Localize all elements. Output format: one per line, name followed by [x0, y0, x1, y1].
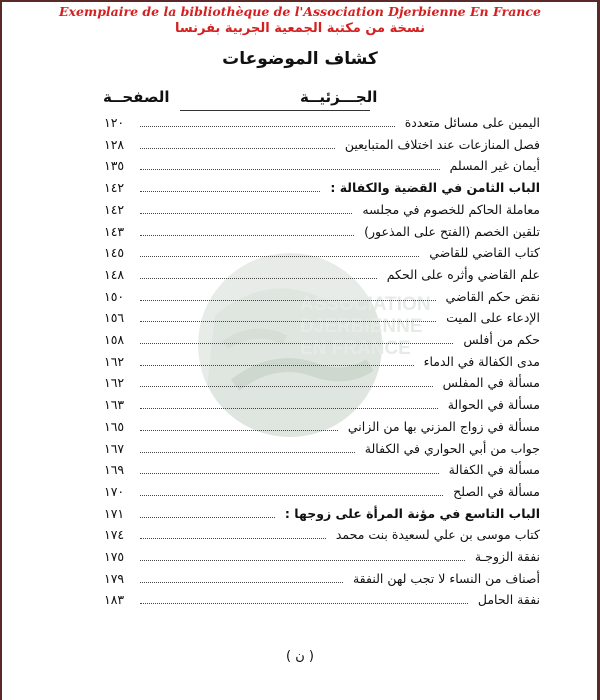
toc-leader-dots [140, 191, 320, 192]
toc-entry-page: ١٤٢ [104, 180, 125, 196]
toc-entry [100, 354, 540, 374]
toc-entry-title: نقض حكم القاضي [445, 288, 540, 304]
page-border-top [0, 0, 600, 2]
toc-entry-page: ١٦٢ [104, 375, 125, 391]
toc-entry [100, 115, 540, 135]
watermark-line-1: ASSOCIATION [300, 294, 431, 315]
toc-entry-page: ١٤٥ [104, 245, 125, 261]
toc-leader-dots [140, 473, 439, 474]
toc-leader-dots [140, 386, 433, 387]
toc-leader-dots [140, 343, 453, 344]
toc-leader-dots [140, 235, 354, 236]
toc-entry [100, 202, 540, 222]
column-header-underline [180, 110, 370, 111]
toc-entry-page: ١٥٨ [104, 332, 125, 347]
page-number-footer: ( ن ) [286, 649, 314, 664]
toc-entry-page: ١٧٩ [104, 570, 125, 586]
toc-entry-title: علم القاضي وأثره على الحكم [386, 266, 540, 282]
toc-entry [100, 506, 540, 526]
watermark-line-3: EN FRANCE [300, 338, 411, 359]
toc-entry-page: ١٤٢ [104, 201, 125, 217]
toc-leader-dots [140, 169, 440, 170]
toc-leader-dots [140, 278, 377, 279]
toc-entry [100, 224, 540, 244]
toc-leader-dots [140, 126, 395, 127]
column-header-page: الصفحــة [103, 88, 170, 106]
toc-entry-page: ١٧١ [104, 505, 125, 521]
toc-entry-page: ١٥٦ [104, 310, 125, 326]
toc-entry [100, 397, 540, 417]
toc-entry-title: معاملة الحاكم للخصوم في مجلسه [362, 201, 540, 217]
toc-entry-title: مسألة في الصلح [453, 483, 540, 499]
toc-leader-dots [140, 300, 436, 301]
toc-leader-dots [140, 560, 465, 561]
toc-entry [100, 592, 540, 612]
toc-entry-title: الباب التاسع في مؤنة المرأة على زوجها : [284, 505, 540, 521]
library-stamp-french: Exemplaire de la bibliothèque de l'Association Djerbienne En France [59, 4, 541, 19]
toc-entry [100, 375, 540, 395]
toc-leader-dots [140, 603, 468, 604]
toc-entry [100, 137, 540, 157]
toc-entry-title: نفقة الحامل [477, 592, 540, 608]
toc-entry [100, 549, 540, 569]
toc-leader-dots [140, 452, 355, 453]
toc-entry-page: ١٦٩ [104, 462, 125, 478]
toc-entry-page: ١٦٣ [104, 397, 125, 413]
toc-leader-dots [140, 408, 438, 409]
toc-leader-dots [140, 365, 414, 366]
toc-leader-dots [140, 582, 343, 583]
toc-entry-page: ١٤٨ [104, 266, 125, 282]
toc-entry-page: ١٧٤ [104, 527, 125, 543]
toc-entry-title: مسألة في المفلس [442, 375, 540, 391]
toc-entry-title: كتاب القاضي للقاضي [429, 245, 540, 261]
toc-leader-dots [140, 148, 335, 149]
toc-entry-page: ١٢٨ [104, 136, 125, 152]
toc-entry-title: حكم من أفلس [463, 332, 540, 347]
toc-leader-dots [140, 495, 443, 496]
toc-entry-title: مسألة في زواج المزني بها من الزاني [347, 418, 540, 434]
watermark-line-2: DJERBIENNE [300, 316, 423, 337]
toc-leader-dots [140, 538, 326, 539]
toc-entry [100, 289, 540, 309]
toc-leader-dots [140, 321, 436, 322]
toc-entry-page: ١٧٠ [104, 483, 125, 499]
toc-entry-title: الباب الثامن في القضية والكفالة : [330, 180, 540, 196]
toc-entry-page: ١٦٢ [104, 353, 125, 369]
toc-leader-dots [140, 517, 275, 518]
toc-entry-title: أصناف من النساء لا تجب لهن النفقة [352, 570, 540, 586]
page-border-left [0, 0, 2, 700]
toc-entry [100, 484, 540, 504]
toc-entry [100, 571, 540, 591]
toc-entry [100, 158, 540, 178]
toc-leader-dots [140, 256, 419, 257]
column-header-part: الجـــزئيــة [300, 88, 378, 106]
toc-entry [100, 332, 540, 352]
toc-entry-title: أيمان غير المسلم [449, 158, 540, 174]
toc-entry-title: نفقة الزوجـة [474, 549, 540, 564]
toc-entry-title: الإدعاء على الميت [446, 310, 540, 326]
library-stamp-arabic: نسخة من مكتبة الجمعية الجربية بفرنسا [175, 21, 425, 36]
toc-entry-title: مسألة في الحوالة [447, 397, 540, 413]
toc-leader-dots [140, 430, 338, 431]
toc-leader-dots [140, 213, 352, 214]
toc-entry-page: ١٢٠ [104, 115, 125, 130]
toc-entry-title: تلقين الخصم (الفتح على المذعور) [364, 223, 540, 239]
toc-entry [100, 180, 540, 200]
toc-entry-page: ١٨٣ [104, 592, 125, 608]
toc-entry-page: ١٣٥ [104, 158, 125, 174]
toc-entry-title: جواب من أبي الحواري في الكفالة [364, 440, 540, 456]
toc-entry [100, 245, 540, 265]
toc-entry-title: مدى الكفالة في الدماء [423, 353, 540, 369]
toc-entry [100, 441, 540, 461]
toc-entry [100, 310, 540, 330]
toc-entry [100, 527, 540, 547]
toc-entry [100, 462, 540, 482]
toc-entry-page: ١٧٥ [104, 549, 125, 564]
toc-entry-page: ١٦٥ [104, 418, 125, 434]
toc-entry-title: مسألة في الكفالة [448, 462, 540, 478]
toc-entry [100, 419, 540, 439]
toc-entry-page: ١٦٧ [104, 440, 125, 456]
toc-entry [100, 267, 540, 287]
toc-entry-title: كتاب موسى بن علي لسعيدة بنت محمد [335, 527, 540, 543]
toc-entry-page: ١٤٣ [104, 223, 125, 239]
page-title: كشاف الموضوعات [222, 49, 378, 69]
toc-entry-page: ١٥٠ [104, 288, 125, 304]
toc-entry-title: اليمين على مسائل متعددة [404, 115, 540, 130]
toc-entry-title: فصل المنازعات عند اختلاف المتبايعين [344, 136, 540, 152]
